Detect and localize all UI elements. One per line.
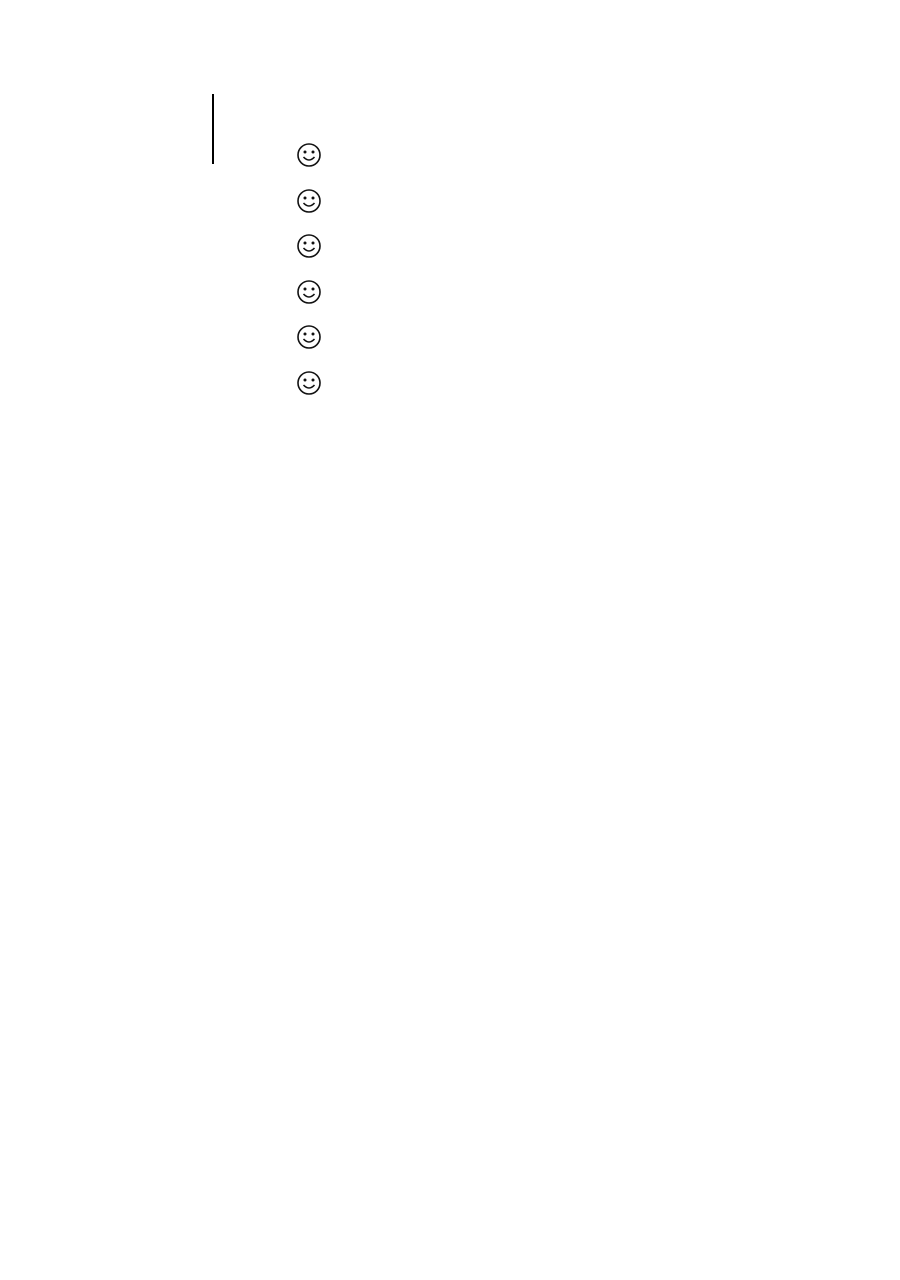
note-allergies-1 <box>80 511 820 561</box>
note-no-roast <box>80 461 820 511</box>
smiley-icon <box>296 233 322 259</box>
note-thank-you <box>80 801 820 851</box>
smiley-icon <box>296 142 322 168</box>
smiley-icon <box>296 370 322 396</box>
smiley-icon <box>296 324 322 350</box>
flyer-content <box>80 90 820 851</box>
note-allergies-2 <box>80 561 820 611</box>
smiley-icon <box>296 279 322 305</box>
notes-section <box>80 461 820 851</box>
border-bottom <box>0 1232 900 1272</box>
note-allergies-4 <box>80 661 820 711</box>
menu-item <box>80 368 820 414</box>
smiley-icon <box>296 188 322 214</box>
border-right <box>838 40 898 1240</box>
menu-item <box>80 277 820 323</box>
menu-item <box>80 231 820 277</box>
menu-item <box>80 140 820 186</box>
menu-list <box>80 140 820 413</box>
menu-item <box>80 186 820 232</box>
menu-item <box>80 322 820 368</box>
note-price-1 <box>80 711 820 749</box>
note-allergies-3 <box>80 611 820 661</box>
border-left <box>18 40 78 1240</box>
note-price-2 <box>80 749 820 801</box>
border-top <box>0 22 900 62</box>
